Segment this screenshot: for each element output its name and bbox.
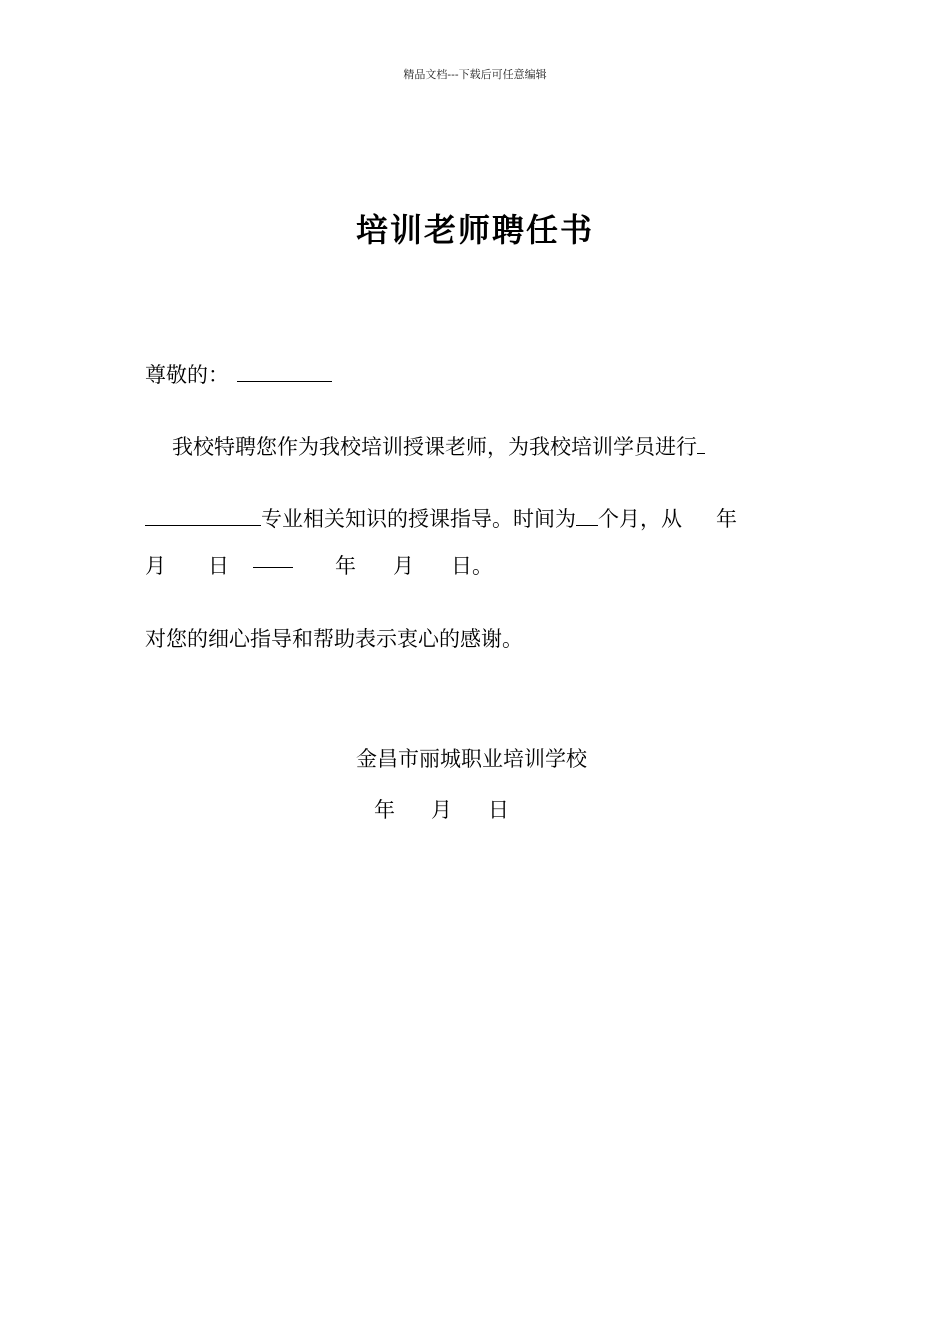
- school-name: 金昌市丽城职业培训学校: [356, 747, 587, 771]
- salutation-line: [145, 362, 332, 386]
- paragraph-line-2-text: 专业相关知识的授课指导。时间为: [261, 506, 576, 531]
- duration-months-blank: [576, 506, 598, 526]
- date-range-dash: [253, 567, 293, 568]
- end-month-label: 月: [393, 554, 414, 578]
- recipient-name-blank: [237, 362, 332, 382]
- thanks-line: 对您的细心指导和帮助表示衷心的感谢。: [145, 627, 523, 651]
- start-month-label: 月: [145, 554, 166, 578]
- end-day-label: 日。: [451, 554, 493, 578]
- paragraph-line-1: [172, 434, 705, 458]
- paragraph-line-3: [145, 556, 493, 577]
- document-title: 培训老师聘任书: [355, 211, 594, 249]
- paragraph-line-2-unit: 个月，从: [598, 506, 682, 531]
- paragraph-line-2: [145, 506, 737, 530]
- start-year-label: 年: [716, 506, 737, 531]
- salutation-label: 尊敬的：: [145, 362, 229, 387]
- signature-month-label: 月: [431, 798, 452, 822]
- signature-day-label: 日: [488, 798, 509, 822]
- subject-blank: [145, 506, 261, 526]
- end-year-label: 年: [335, 554, 356, 578]
- subject-blank-start: [697, 434, 705, 454]
- signature-date: [374, 800, 509, 821]
- paragraph-line-1-text: 我校特聘您作为我校培训授课老师，为我校培训学员进行: [172, 434, 697, 459]
- start-day-label: 日: [208, 554, 229, 578]
- signature-year-label: 年: [374, 798, 395, 822]
- header-watermark-note: 精品文档---下载后可任意编辑: [403, 68, 547, 81]
